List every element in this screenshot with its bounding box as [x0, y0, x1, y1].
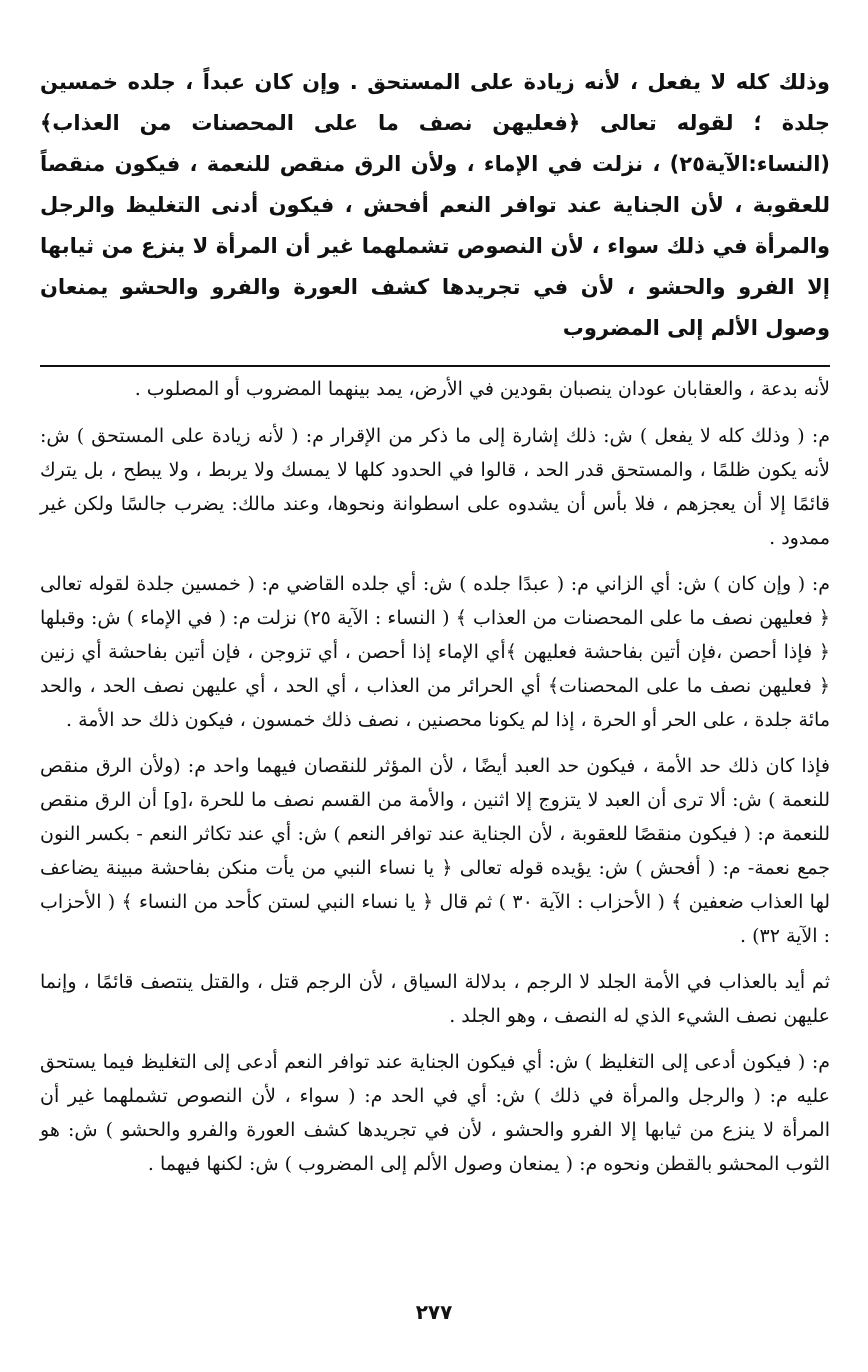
matn-text: وذلك كله لا يفعل ، لأنه زيادة على المستحق . وإن كان عبداً ، جلده خمسين جلدة ؛ لقوله تعالى ﴿فعليهن نصف ما على المحصنات من العذاب﴾ (النساء:الآية٢٥) ، نزلت في الإماء ، ولأن الرق منقص للنعمة ، فيكون منقصاً للعقوبة ، لأن الجناية عند توافر النعم أفحش ، فيكون أدنى التغليظ والرجل والمرأة في ذلك سواء ، لأن النصوص تشملهما غير أن المرأة لا ينزع من ثيابها إلا الفرو والحشو ، لأن في تجريدها كشف العورة والفرو والحشو يمنعان وصول الألم إلى المضروب [40, 70, 830, 340]
separator-rule [40, 365, 830, 367]
page-body [40, 62, 830, 1193]
page-number: ٢٧٧ [415, 1300, 453, 1324]
sharh-paragraph-5: م: ( فيكون أدعى إلى التغليظ ) ش: أي فيكون الجناية عند توافر النعم أدعى إلى التغليظ فيما يستحق عليه م: ( والرجل والمرأة في ذلك ) ش: أي في الحد م: ( سواء ، لأن النصوص تشملهما غير أن المرأة لا ينزع من ثيابها إلا الفرو والحشو ، لأن في تجريدها كشف العورة والفرو والحشو ) ش: هو الثوب المحشو بالقطن ونحوه م: ( يمنعان وصول الألم إلى المضروب ) ش: لكنها فيهما . [40, 1051, 830, 1175]
footnote-continuation: لأنه بدعة ، والعقابان عودان ينصبان بقودين في الأرض، يمد بينهما المضروب أو المصلوب . [134, 378, 830, 400]
sharh-paragraph-3: فإذا كان ذلك حد الأمة ، فيكون حد العبد أيضًا ، لأن المؤثر للنقصان فيهما واحد م: (ولأن الرق منقص للنعمة ) ش: ألا ترى أن العبد لا يتزوج إلا اثنين ، والأمة من القسم نصف ما للحرة ،[و] أن الرق منقص للنعمة م: ( فيكون منقصًا للعقوبة ، لأن الجناية عند توافر النعم ) ش: أي عند تكاثر النعم - بكسر النون جمع نعمة- م: ( أفحش ) ش: يؤيده قوله تعالى ﴿ يا نساء النبي من يأت منكن بفاحشة مبينة يضاعف لها العذاب ضعفين ﴾ ( الأحزاب : الآية ٣٠ ) ثم قال ﴿ يا نساء النبي لستن كأحد من النساء ﴾ ( الأحزاب : الآية ٣٢) . [40, 755, 830, 947]
sharh-paragraph-1: م: ( وذلك كله لا يفعل ) ش: ذلك إشارة إلى ما ذكر من الإقرار م: ( لأنه زيادة على المستحق ) ش: لأنه يكون ظلمًا ، والمستحق قدر الحد ، قالوا في الحدود كلها لا يمسك ولا يربط ، ولا يبطح ، بل يترك قائمًا إلا أن يعجزهم ، فلا بأس أن يشدوه على اسطوانة ونحوها، وعند مالك: يضرب جالسًا ولكن غير ممدود . [40, 425, 830, 549]
sharh-paragraph-2: م: ( وإن كان ) ش: أي الزاني م: ( عبدًا جلده ) ش: أي جلده القاضي م: ( خمسين جلدة لقوله تعالى ﴿ فعليهن نصف ما على المحصنات من العذاب ﴾ ( النساء : الآية ٢٥) نزلت م: ( في الإماء ) ش: وقبلها ﴿ فإذا أحصن ،فإن أتين بفاحشة فعليهن ﴾أي الإماء إذا أحصن ، أي تزوجن ، فإن أتين بفاحشة أي زنين ﴿ فعليهن نصف ما على المحصنات﴾ أي الحرائر من العذاب ، أي الحد ، أي عليهن نصف الحد ، والحد مائة جلدة ، على الحر أو الحرة ، إذا لم يكونا محصنين ، نصف ذلك خمسون ، فيكون ذلك حد الأمة . [40, 573, 831, 731]
sharh-paragraph-4: ثم أيد بالعذاب في الأمة الجلد لا الرجم ، بدلالة السياق ، لأن الرجم قتل ، والقتل ينتصف قائمًا ، وإنما عليهن نصف الشيء الذي له النصف ، وهو الجلد . [40, 971, 830, 1027]
